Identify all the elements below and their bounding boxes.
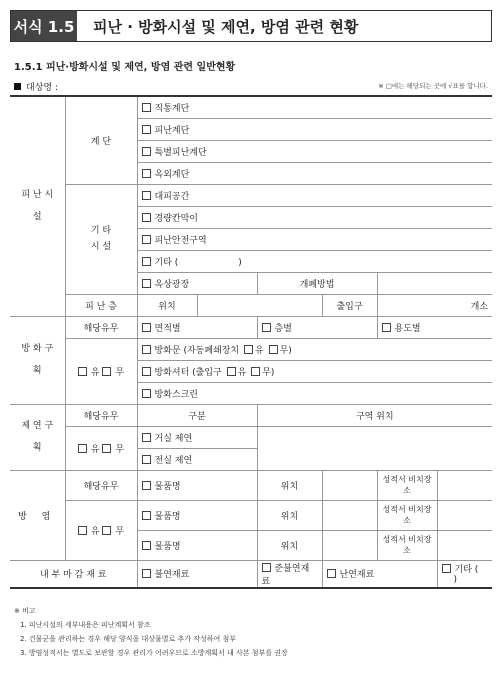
- evac-position-value[interactable]: [197, 294, 322, 316]
- flame-pos-value-1[interactable]: [322, 470, 377, 500]
- flame-pos-value-3[interactable]: [322, 530, 377, 560]
- checkbox-icon[interactable]: [269, 345, 278, 354]
- fire-screen-option[interactable]: 방화스크린: [137, 382, 492, 404]
- flame-label: 방 염: [10, 470, 65, 560]
- target-label: 대상명 :: [26, 83, 58, 93]
- flame-item-3[interactable]: 물품명: [137, 530, 257, 560]
- note-item: 1. 피난시설의 세부내용은 피난계획서 참조: [20, 621, 151, 629]
- flame-pos-label-3: 위치: [257, 530, 322, 560]
- other-option-etc[interactable]: 기타 ( ): [137, 250, 492, 272]
- smoke-living[interactable]: 거실 제연: [137, 426, 257, 448]
- door-method-label: 개폐방법: [257, 272, 377, 294]
- checkbox-icon[interactable]: [142, 147, 151, 156]
- flame-yesno[interactable]: 유 무: [65, 500, 137, 560]
- form-header: [10, 10, 492, 42]
- flame-pos-label-2: 위치: [257, 500, 322, 530]
- evac-floor-label: 피 난 층: [65, 294, 137, 316]
- checkbox-icon[interactable]: [142, 433, 151, 442]
- fire-comp-row-1: [10, 316, 492, 338]
- flame-item-2[interactable]: 물품명: [137, 500, 257, 530]
- target-name-row: [14, 80, 58, 93]
- flame-cert-label-2: 성적서 비치장소: [377, 500, 437, 530]
- other-option-refuge[interactable]: 대피공간: [137, 184, 492, 206]
- checkbox-icon[interactable]: [251, 367, 260, 376]
- other-facility-label: 기 타 시 설: [65, 184, 137, 294]
- form-title: 피난 · 방화시설 및 제연, 방염 관련 현황: [93, 17, 359, 36]
- square-bullet-icon: [14, 83, 21, 90]
- checkbox-icon[interactable]: [142, 511, 151, 520]
- smoke-row-1: [10, 404, 492, 426]
- checkbox-icon[interactable]: [142, 345, 151, 354]
- checkbox-icon[interactable]: [142, 235, 151, 244]
- checkbox-icon[interactable]: [262, 323, 271, 332]
- door-method-value[interactable]: [377, 272, 492, 294]
- smoke-division-label: 구분: [137, 404, 257, 426]
- checkbox-icon[interactable]: [142, 103, 151, 112]
- interior-row: [10, 560, 492, 588]
- stairs-option-special[interactable]: 특별피난계단: [137, 140, 492, 162]
- fire-door-option[interactable]: 방화문 (자동폐쇄장치 유 무): [137, 338, 492, 360]
- other-option-partition[interactable]: 경량칸막이: [137, 206, 492, 228]
- flame-row-1: [10, 470, 492, 500]
- check-note: ※ □에는 해당되는 곳에 √표를 합니다.: [378, 82, 488, 90]
- smoke-yesno[interactable]: 유 무: [65, 426, 137, 470]
- checkbox-icon[interactable]: [78, 444, 87, 453]
- interior-option-retardant[interactable]: 난연재료: [322, 560, 437, 588]
- form-number-tag: 서식 1.5: [11, 11, 77, 41]
- fire-comp-type-floor[interactable]: 층별: [257, 316, 377, 338]
- checkbox-icon[interactable]: [102, 526, 111, 535]
- exit-count[interactable]: 개소: [377, 294, 492, 316]
- notes-title: ※ 비고: [14, 607, 36, 615]
- checkbox-icon[interactable]: [442, 564, 451, 573]
- interior-label: 내 부 마 감 재 료: [10, 560, 137, 588]
- checkbox-icon[interactable]: [382, 323, 391, 332]
- checkbox-icon[interactable]: [142, 191, 151, 200]
- smoke-row-2: [10, 426, 492, 448]
- checkbox-icon[interactable]: [102, 444, 111, 453]
- interior-option-etc[interactable]: 기타 (): [437, 560, 492, 588]
- note-item: 3. 방염성적서는 별도로 보관할 경우 관리가 어려우므로 소방계획서 내 사본 첨부를 권장: [20, 649, 288, 657]
- checkbox-icon[interactable]: [327, 569, 336, 578]
- checkbox-icon[interactable]: [142, 125, 151, 134]
- checkbox-icon[interactable]: [142, 213, 151, 222]
- fire-comp-applicable-label: 해당유무: [65, 316, 137, 338]
- checkbox-icon[interactable]: [142, 367, 151, 376]
- fire-comp-type-area[interactable]: 면적별: [137, 316, 257, 338]
- stairs-option-evac[interactable]: 피난계단: [137, 118, 492, 140]
- smoke-zone-value[interactable]: [257, 426, 492, 470]
- note-item: 2. 건물군을 관리하는 경우 해당 양식을 대상물별로 추가 작성하여 첨부: [20, 635, 237, 643]
- checkbox-icon[interactable]: [78, 367, 87, 376]
- other-option-safezone[interactable]: 피난안전구역: [137, 228, 492, 250]
- smoke-zone-label: 구역 위치: [257, 404, 492, 426]
- flame-cert-label-3: 성적서 비치장소: [377, 530, 437, 560]
- fire-comp-type-use[interactable]: 용도별: [377, 316, 492, 338]
- checkbox-icon[interactable]: [227, 367, 236, 376]
- flame-item-1[interactable]: 물품명: [137, 470, 257, 500]
- flame-pos-value-2[interactable]: [322, 500, 377, 530]
- stairs-label: 계 단: [65, 96, 137, 184]
- rooftop-option[interactable]: 옥상광장: [137, 272, 257, 294]
- stairs-option-direct[interactable]: 직통계단: [137, 96, 492, 118]
- checkbox-icon[interactable]: [262, 563, 271, 572]
- fire-shutter-option[interactable]: 방화셔터 (출입구 유 무): [137, 360, 492, 382]
- checkbox-icon[interactable]: [142, 169, 151, 178]
- fire-comp-yesno[interactable]: 유 무: [65, 338, 137, 404]
- smoke-applicable-label: 해당유무: [65, 404, 137, 426]
- checkbox-icon[interactable]: [142, 389, 151, 398]
- flame-cert-value-1[interactable]: [437, 470, 492, 500]
- flame-pos-label-1: 위치: [257, 470, 322, 500]
- interior-option-nonflammable[interactable]: 불연재료: [137, 560, 257, 588]
- checkbox-icon[interactable]: [142, 279, 151, 288]
- evac-other-row-1: [10, 184, 492, 206]
- checkbox-icon[interactable]: [102, 367, 111, 376]
- checkbox-icon[interactable]: [78, 526, 87, 535]
- checkbox-icon[interactable]: [142, 455, 151, 464]
- checkbox-icon[interactable]: [142, 481, 151, 490]
- smoke-vestibule[interactable]: 전실 제연: [137, 448, 257, 470]
- fire-comp-label: 방 화 구 획: [10, 316, 65, 404]
- flame-row-2: [10, 500, 492, 530]
- evac-stairs-row-1: [10, 96, 492, 118]
- checkbox-icon[interactable]: [142, 323, 151, 332]
- notes-section: [14, 604, 288, 660]
- flame-cert-value-3[interactable]: [437, 530, 492, 560]
- flame-applicable-label: 해당유무: [65, 470, 137, 500]
- checkbox-icon[interactable]: [142, 569, 151, 578]
- interior-option-quasi[interactable]: 준불연재료: [257, 560, 322, 588]
- evac-position-label: 위치: [137, 294, 197, 316]
- facility-table: [10, 95, 492, 589]
- checkbox-icon[interactable]: [142, 257, 151, 266]
- checkbox-icon[interactable]: [244, 345, 253, 354]
- flame-cert-label-1: 성적서 비치장소: [377, 470, 437, 500]
- section-subtitle: 1.5.1 피난·방화시설 및 제연, 방염 관련 일반현황: [14, 62, 236, 73]
- checkbox-icon[interactable]: [142, 541, 151, 550]
- smoke-label: 제 연 구 획: [10, 404, 65, 470]
- evac-section-label: 피 난 시 설: [10, 96, 65, 316]
- fire-comp-row-2: [10, 338, 492, 360]
- flame-cert-value-2[interactable]: [437, 500, 492, 530]
- exit-label: 출입구: [322, 294, 377, 316]
- evac-floor-row: [10, 294, 492, 316]
- stairs-option-outdoor[interactable]: 옥외계단: [137, 162, 492, 184]
